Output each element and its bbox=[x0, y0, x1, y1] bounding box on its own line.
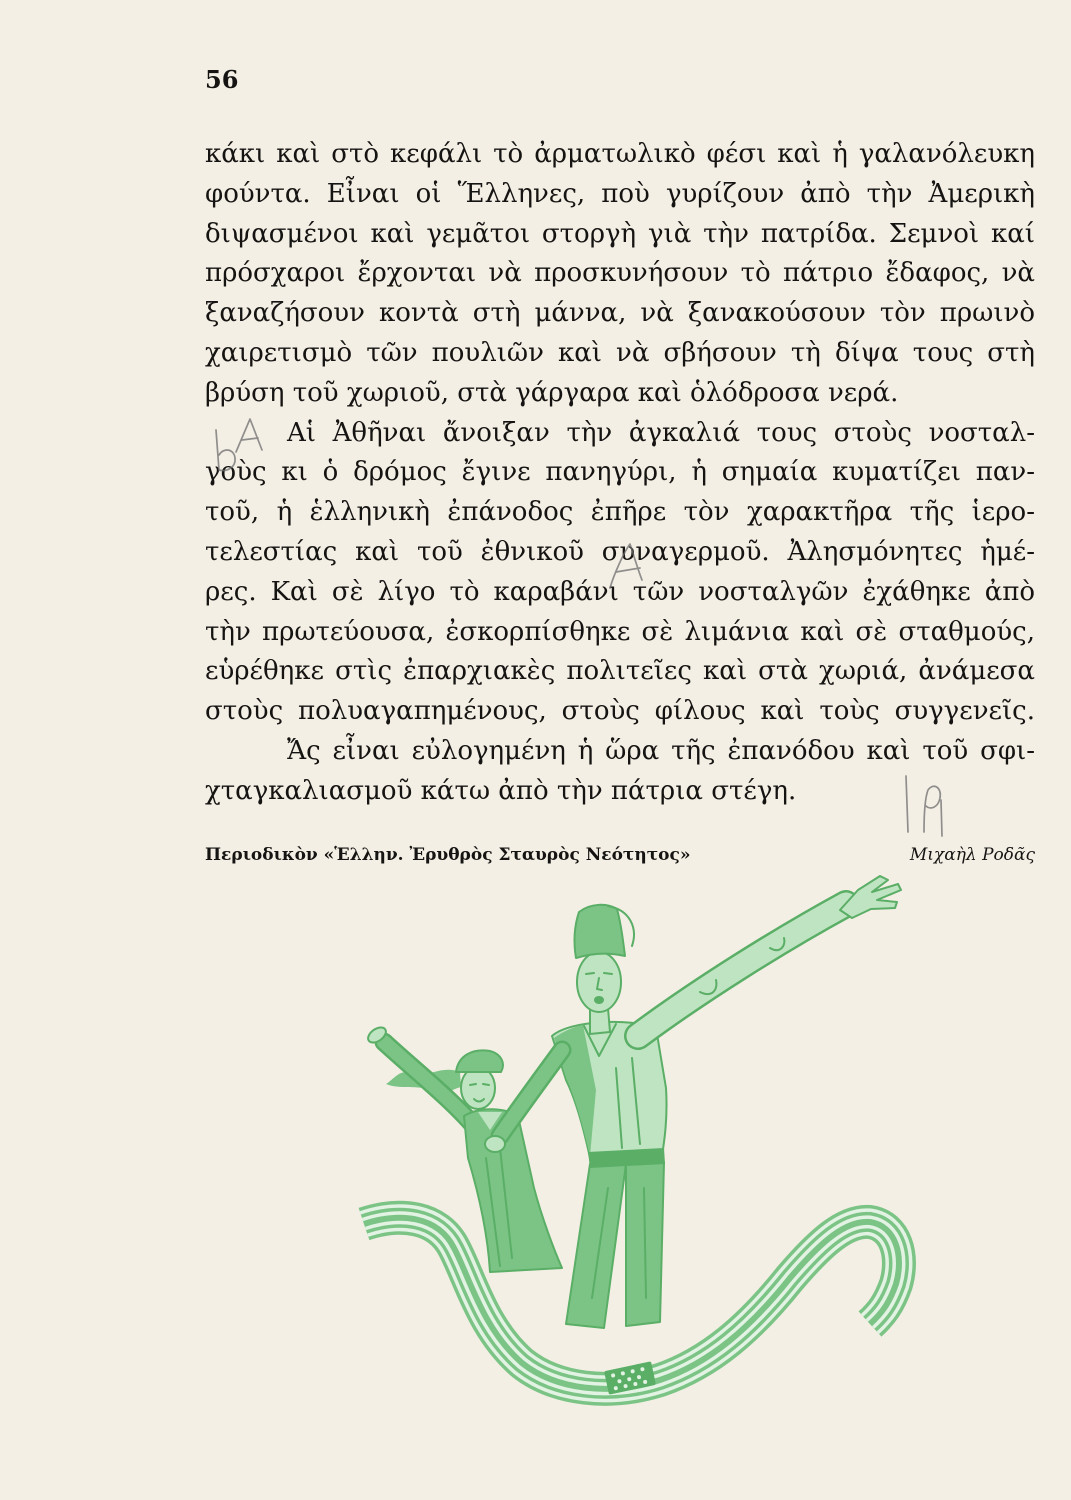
text-line bbox=[205, 254, 1035, 294]
text-line bbox=[205, 215, 1035, 255]
text-line bbox=[205, 175, 1035, 215]
paragraph bbox=[205, 135, 1035, 414]
text-line bbox=[205, 533, 1035, 573]
text-line-content: εὑρέθηκε στὶς ἐπαρχιακὲς πολιτεῖες καὶ στὰ χωριά, ἀνάμεσα bbox=[205, 656, 1035, 687]
text-line-content: πρόσχαροι ἔρχονται νὰ προσκυνήσουν τὸ πάτριο ἔδαφος, νὰ bbox=[205, 258, 1035, 289]
text-line bbox=[205, 453, 1035, 493]
text-line-content: Αἱ Ἀθῆναι ἄνοιξαν τὴν ἀγκαλιά τους στοὺς νοσταλ- bbox=[287, 417, 1035, 448]
text-line bbox=[205, 732, 1035, 772]
text-line-content: τοῦ, ἡ ἑλληνικὴ ἐπάνοδος ἐπῆρε τὸν χαρακτῆρα τῆς ἱερο- bbox=[205, 497, 1035, 528]
text-line bbox=[205, 772, 1035, 812]
boy-mouth bbox=[594, 996, 604, 1004]
text-line bbox=[205, 613, 1035, 653]
text-line bbox=[205, 374, 1035, 414]
text-line-content: στοὺς πολυαγαπημένους, στοὺς φίλους καὶ τοὺς συγγενεῖς. bbox=[205, 696, 1035, 727]
text-line-content: διψασμένοι καὶ γεμᾶτοι στοργὴ γιὰ τὴν πατρίδα. Σεμνοὶ καί bbox=[205, 218, 1035, 249]
boy-fez bbox=[575, 905, 625, 958]
article-text bbox=[205, 135, 1035, 812]
boy-left-leg bbox=[566, 1164, 626, 1328]
text-line-content: ξαναζήσουν κοντὰ στὴ μάννα, νὰ ξανακούσουν τὸν πρωινὸ bbox=[205, 298, 1035, 329]
text-line bbox=[205, 652, 1035, 692]
text-line-content: χαιρετισμὸ τῶν πουλιῶν καὶ νὰ σβήσουν τὴ δίψα τους στὴ bbox=[205, 337, 1035, 368]
text-line bbox=[205, 692, 1035, 732]
boy-left-hand bbox=[485, 1136, 505, 1152]
text-line-content: βρύση τοῦ χωριοῦ, στὰ γάργαρα καὶ ὁλόδροσα νερά. bbox=[205, 377, 899, 408]
text-line bbox=[205, 414, 1035, 454]
girl-face bbox=[461, 1067, 495, 1109]
text-line bbox=[205, 493, 1035, 533]
text-line-content: Ἄς εἶναι εὐλογημένη ἡ ὥρα τῆς ἐπανόδου καὶ τοῦ σφι- bbox=[287, 735, 1035, 766]
page-number: 56 bbox=[205, 65, 239, 94]
source-credit: Περιοδικὸν «Ἑλλην. Ἐρυθρὸς Σταυρὸς Νεότητος» bbox=[205, 845, 691, 865]
text-line-content: γοὺς κι ὁ δρόμος ἔγινε πανηγύρι, ἡ σημαία κυματίζει παν- bbox=[205, 457, 1035, 488]
text-line bbox=[205, 294, 1035, 334]
text-line-content: τὴν πρωτεύουσα, ἐσκορπίσθηκε σὲ λιμάνια καὶ σὲ σταθμούς, bbox=[205, 616, 1035, 647]
text-line bbox=[205, 135, 1035, 175]
text-line-content: φούντα. Εἶναι οἱ Ἕλληνες, ποὺ γυρίζουν ἀπὸ τὴν Ἀμερικὴ bbox=[205, 178, 1035, 209]
text-line-content: ρες. Καὶ σὲ λίγο τὸ καραβάνι τῶν νοσταλγῶν ἐχάθηκε ἀπὸ bbox=[205, 576, 1035, 607]
illustration bbox=[340, 858, 920, 1413]
author-name: Μιχαὴλ Ροδᾶς bbox=[909, 845, 1035, 865]
paragraph bbox=[205, 414, 1035, 732]
text-line-content: τελεστίας καὶ τοῦ ἐθνικοῦ συναγερμοῦ. Ἀλησμόνητες ἡμέ- bbox=[205, 536, 1035, 567]
text-line bbox=[205, 334, 1035, 374]
text-line bbox=[205, 573, 1035, 613]
paragraph bbox=[205, 732, 1035, 812]
text-line-content: χταγκαλιασμοῦ κάτω ἀπὸ τὴν πάτρια στέγη. bbox=[205, 775, 797, 806]
text-line-content: κάκι καὶ στὸ κεφάλι τὸ ἀρματωλικὸ φέσι καὶ ἡ γαλανόλευκη bbox=[205, 139, 1035, 169]
girl-cap bbox=[456, 1050, 503, 1072]
